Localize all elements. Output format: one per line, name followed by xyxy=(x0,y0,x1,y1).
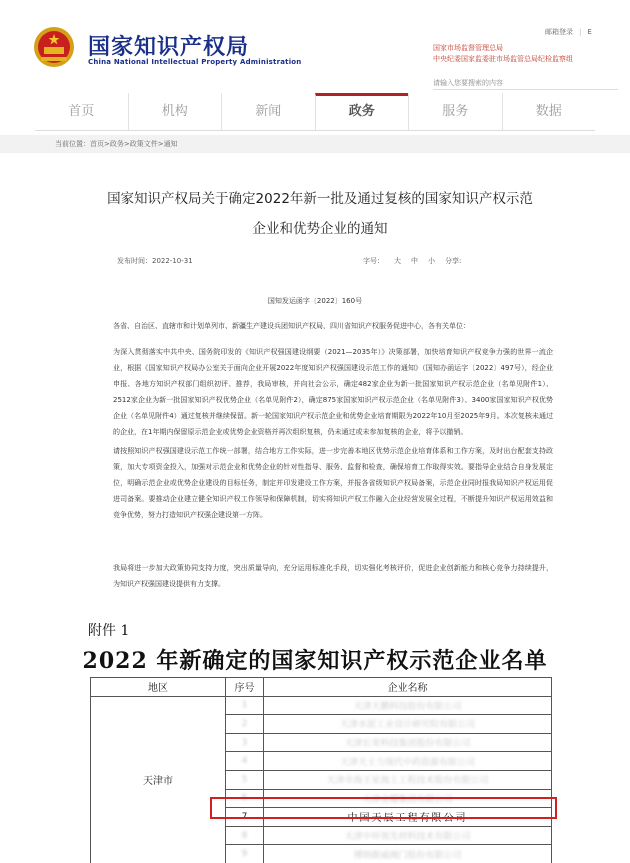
company-name: 天津长荣科技集团股份有限公司 xyxy=(264,733,552,752)
company-name: 博纳斯威阀门股份有限公司 xyxy=(264,845,552,863)
nav-organization[interactable]: 机构 xyxy=(128,93,222,130)
nav-government-affairs[interactable]: 政务 xyxy=(315,93,409,130)
font-size-label: 字号： xyxy=(363,257,384,265)
highlight-box xyxy=(210,797,557,819)
table-row xyxy=(91,696,552,715)
divider: | xyxy=(579,28,582,36)
company-name-highlighted: 中国天辰工程有限公司 xyxy=(264,808,552,827)
english-link[interactable]: E xyxy=(587,28,592,36)
mail-login-link[interactable]: 邮箱登录 xyxy=(545,28,573,36)
article-paragraph-2: 请按照知识产权强国建设示范工作统一部署，结合地方工作实际，进一步完善本地区优势示范企业培育体系和工作方案，及时出台配套支持政策，加大专项资金投入，加强对示范企业和优势企业的针对性指导、服务、监督和检查，确保培育工作取得实效。要指导企业结合自身发展定位，明确示范企业或优势企业建设的目标任务，制定并印发建设工作方案，并报各省级知识产权局备案，示范企业同时报我局知识产权运用促进司备案。要推动企业建立健全知识产权工作领导和保障机制，切实将知识产权工作融入企业经营发展全过程，不断提升知识产权运用效益和竞争优势，努力打造知识产权强企建设第一方阵。 xyxy=(113,447,553,519)
nav-data[interactable]: 数据 xyxy=(502,93,596,130)
font-size-medium[interactable]: 中 xyxy=(411,257,418,265)
national-emblem-icon xyxy=(33,26,75,68)
site-logo-title[interactable]: 国家知识产权局 xyxy=(88,35,250,60)
document-number: 国知发运函字〔2022〕160号 xyxy=(267,297,363,305)
row-index: 3 xyxy=(226,733,264,752)
row-index: 1 xyxy=(226,696,264,715)
row-index: 5 xyxy=(226,770,264,789)
attachment-label: 附件 1 xyxy=(88,623,130,639)
row-index: 6 xyxy=(226,789,264,808)
top-links xyxy=(545,27,598,37)
breadcrumb[interactable]: 当前位置：首页>政务>政策文件>通知 xyxy=(55,140,178,148)
addressee: 各省、自治区、直辖市和计划单列市、新疆生产建设兵团知识产权局，四川省知识产权服务促进中心，各有关单位： xyxy=(113,322,470,330)
company-name: 天津天士力现代中药资源有限公司 xyxy=(264,752,552,771)
article-title-line2: 企业和优势企业的通知 xyxy=(252,221,388,237)
region-cell: 天津市 xyxy=(91,696,226,863)
column-header-index: 序号 xyxy=(226,678,264,697)
column-header-company: 企业名称 xyxy=(264,678,552,697)
font-size-large[interactable]: 大 xyxy=(394,257,401,265)
nav-services[interactable]: 服务 xyxy=(408,93,502,130)
row-index: 7 xyxy=(226,808,264,827)
publish-date: 发布时间：2022-10-31 xyxy=(117,257,193,265)
samr-link[interactable]: 国家市场监督管理总局 xyxy=(433,44,503,52)
company-name: 天津市海王星海上工程技术股份有限公司 xyxy=(264,770,552,789)
company-name: 天津中环领先材料技术有限公司 xyxy=(264,826,552,845)
main-nav xyxy=(35,93,595,130)
row-index: 2 xyxy=(226,715,264,734)
site-logo-subtitle: China National Intellectual Property Administration xyxy=(88,58,302,66)
attachment-title: 2022 年新确定的国家知识产权示范企业名单 xyxy=(82,648,548,674)
nav-news[interactable]: 新闻 xyxy=(221,93,315,130)
row-index: 8 xyxy=(226,826,264,845)
company-name: 天津金耀集团有限公司 xyxy=(264,789,552,808)
row-index: 4 xyxy=(226,752,264,771)
company-name: 天津水泥工业设计研究院有限公司 xyxy=(264,715,552,734)
table-header-row xyxy=(91,678,552,697)
article-title-line1: 国家知识产权局关于确定2022年新一批及通过复核的国家知识产权示范 xyxy=(107,191,533,207)
font-size-small[interactable]: 小 xyxy=(428,257,435,265)
site-header xyxy=(0,0,630,90)
company-name: 天津天鹏科技股份有限公司 xyxy=(264,696,552,715)
company-table xyxy=(90,677,552,863)
row-index: 9 xyxy=(226,845,264,863)
article-paragraph-3: 我局将进一步加大政策协同支持力度，突出质量导向，充分运用标准化手段，切实强化考核评价，促进企业创新能力和核心竞争力持续提升，为知识产权强国建设提供有力支撑。 xyxy=(113,564,553,588)
nav-divider xyxy=(35,130,595,131)
article-paragraph-1: 为深入贯彻落实中共中央、国务院印发的《知识产权强国建设纲要（2021—2035年）》决策部署，加快培育知识产权竞争力强的世界一流企业，根据《国家知识产权局办公室关于面向企业开展2022年度知识产权强国建设示范工作的通知》（国知办函运字〔2022〕497号），经企业申报、各地方知识产权部门组织初评、推荐，我局审核，并向社会公示，确定482家企业为新一批国家知识产权示范企业（名单见附件1）、2512家企业为新一批国家知识产权优势企业（名单见附件2），确定875家国家知识产权示范企业（名单见附件3）、3400家国家知识产权优势企业（名单见附件4）通过复核并继续保留。新一轮国家知识产权示范企业和优势企业培育期限为2022年10月至2025年9月。本次复核未通过的企业，在1年期内保留原示范企业或优势企业资格并再次组织复核，仍未通过或未参加复核的企业，将予以撤销。 xyxy=(113,348,553,436)
font-size-controls xyxy=(363,256,471,266)
share-label[interactable]: 分享: xyxy=(445,257,462,265)
search-input[interactable] xyxy=(433,76,618,90)
discipline-inspection-link[interactable]: 中央纪委国家监委驻市场监管总局纪检监察组 xyxy=(433,55,573,63)
column-header-region: 地区 xyxy=(91,678,226,697)
nav-home[interactable]: 首页 xyxy=(68,104,95,119)
